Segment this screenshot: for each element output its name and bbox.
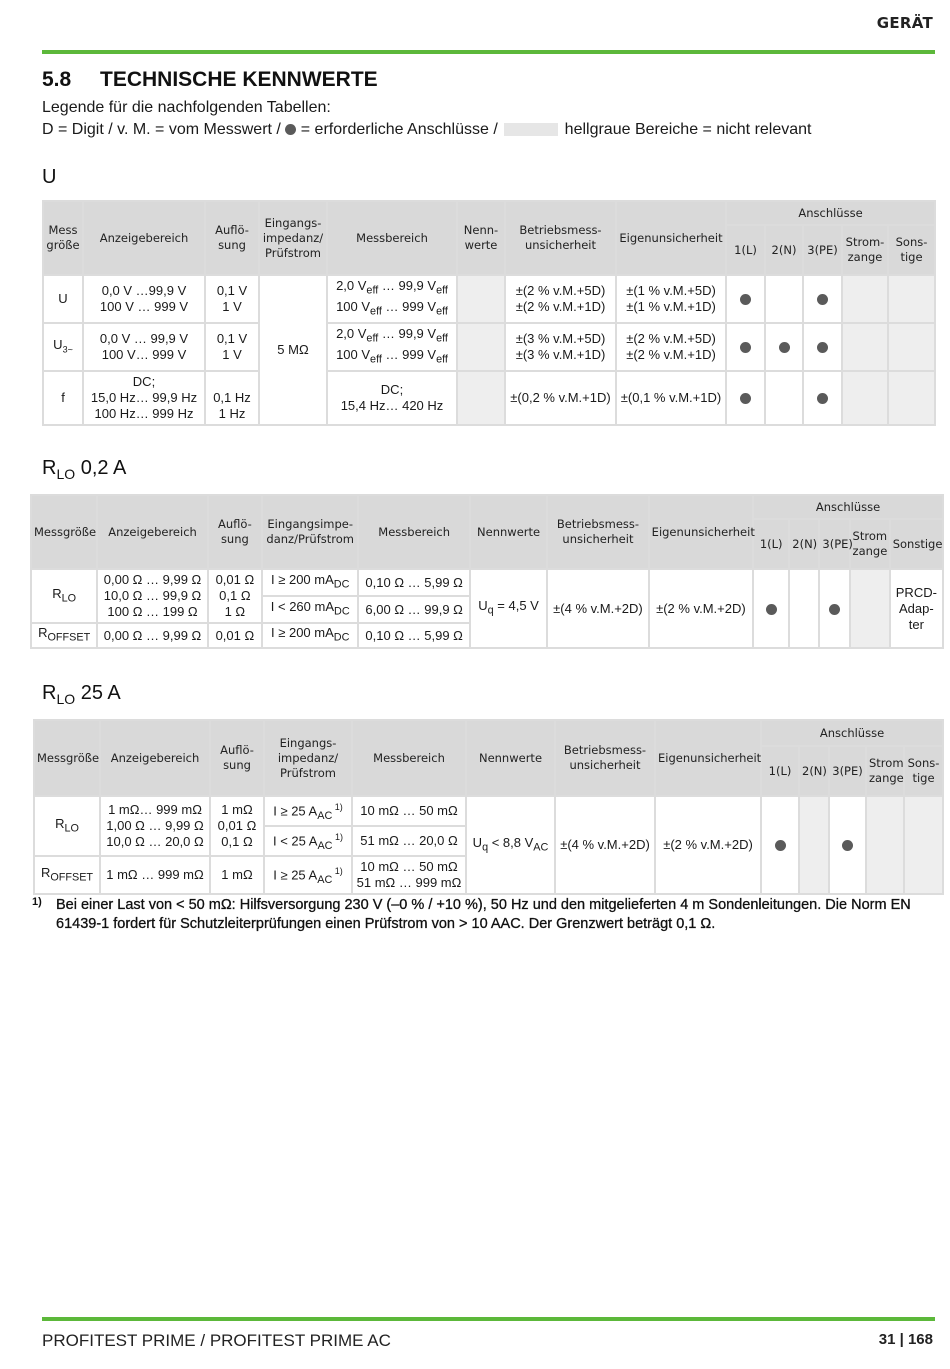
col-nennwerte: Nennwerte [470, 495, 547, 569]
cell-text: U [478, 598, 488, 614]
col-aufloesung: Auflö- sung [210, 720, 264, 796]
cell-line: ±(1 % v.M.+5D) [626, 283, 716, 298]
cell-text: I ≥ 25 A [273, 866, 318, 882]
cell-sub: OFFSET [50, 871, 94, 884]
cell-line: 0,1 Hz [213, 390, 251, 405]
section-title [42, 68, 378, 92]
row-name [34, 796, 100, 856]
table-row [43, 371, 935, 425]
footnote-ref: 1) [332, 831, 343, 842]
title-sub: LO [56, 466, 76, 482]
cell-sub: DC [333, 631, 350, 644]
cell-line: 0,01 Ω [215, 572, 255, 587]
col-l2: 2(N) [765, 225, 803, 275]
cell-sub: eff [366, 333, 379, 345]
legend-connection-text: = erforderliche Anschlüsse / [300, 121, 498, 138]
cell-line: ±(1 % v.M.+1D) [626, 299, 716, 314]
row-eigen: ±(2 % v.M.+2D) [649, 569, 753, 648]
cell-line: DC; [132, 374, 156, 389]
conn-sonstige [904, 796, 943, 894]
row-name: f [43, 371, 83, 425]
col-anzeigebereich: Anzeigebereich [97, 495, 207, 569]
table-row [34, 796, 943, 826]
title-text: 25 A [75, 682, 121, 704]
col-betrieb: Betriebsmess- unsicherheit [505, 201, 616, 275]
row-betrieb [505, 323, 616, 371]
cell-line: 15,4 Hz… 420 Hz [340, 398, 444, 413]
legend-line-1: Legende für die nachfolgenden Tabellen: [42, 99, 331, 116]
cell-line: 1 V [222, 347, 242, 362]
conn-l3 [829, 796, 866, 894]
cell-line [330, 299, 454, 320]
row-eigen [616, 275, 726, 323]
cell-line: 10 mΩ … 50 mΩ [360, 859, 458, 874]
legend-grey-text: hellgraue Bereiche = nicht relevant [564, 121, 812, 138]
col-nennwerte: Nennwerte [466, 720, 555, 796]
row-messbereich [327, 275, 457, 323]
cell-text: R [40, 864, 51, 880]
cell-line: ±(2 % v.M.+5D) [626, 331, 716, 346]
conn-l1 [726, 371, 765, 425]
connection-dot-icon [779, 342, 790, 353]
cell-text: 2,0 V [336, 326, 367, 342]
row-impedanz [264, 796, 352, 826]
table-rlo02-title [42, 457, 126, 482]
row-impedanz [264, 856, 352, 894]
cell-line: 51 mΩ … 999 mΩ [356, 875, 462, 890]
section-number: 5.8 [42, 68, 72, 91]
table-row [31, 569, 943, 596]
cell-sub: DC [333, 578, 350, 591]
cell-line: 100 V… 999 V [101, 347, 187, 362]
conn-l1 [726, 275, 765, 323]
col-betrieb: Betriebsmess- unsicherheit [547, 495, 648, 569]
conn-zange [850, 569, 890, 648]
cell-text: = 4,5 V [493, 598, 539, 614]
cell-text: U [472, 834, 483, 850]
row-messbereich [352, 856, 466, 894]
conn-l1 [726, 323, 765, 371]
conn-l1 [761, 796, 799, 894]
row-eigen [616, 323, 726, 371]
cell-line: 0,01 Ω [217, 818, 257, 833]
table-row [43, 275, 935, 323]
col-messbereich: Messbereich [358, 495, 469, 569]
cell-line [330, 278, 454, 299]
title-text: R [42, 682, 57, 704]
col-zange: Strom zange [866, 746, 904, 796]
cell-line: 0,0 V …99,9 V [101, 283, 187, 298]
cell-sub: eff [436, 353, 448, 366]
row-aufloesung [210, 796, 264, 856]
col-anschluesse: Anschlüsse [761, 720, 943, 746]
row-anzeige [83, 371, 205, 425]
cell-text: I ≥ 25 A [273, 802, 318, 818]
grey-swatch [504, 123, 558, 136]
col-sonstige: Sons- tige [904, 746, 943, 796]
connection-dot-icon [740, 294, 751, 305]
cell-line: 0,1 V [216, 331, 248, 346]
col-betrieb: Betriebsmess- unsicherheit [555, 720, 655, 796]
row-anzeige [83, 323, 205, 371]
cell-line: 0,0 V … 99,9 V [99, 331, 189, 346]
cell-text: U [53, 336, 63, 352]
row-messbereich: 10 mΩ … 50 mΩ [352, 796, 466, 826]
conn-l3 [819, 569, 849, 648]
conn-l3 [803, 275, 842, 323]
impedance-cell: 5 MΩ [259, 275, 327, 425]
col-sonstige: Sonstige [890, 519, 943, 569]
table-rlo25-title [42, 682, 121, 707]
cell-sub: OFFSET [47, 631, 91, 644]
cell-line [330, 326, 454, 347]
conn-zange [842, 275, 888, 323]
footnote-mark: 1) [32, 896, 42, 908]
cell-text: I ≥ 200 mA [271, 625, 334, 641]
cell-sub: eff [436, 285, 448, 297]
cell-line: 1 Hz [218, 406, 246, 421]
row-name [34, 856, 100, 894]
row-anzeige: 0,00 Ω … 9,99 Ω [97, 623, 207, 648]
row-aufloesung [208, 569, 262, 623]
cell-text: I ≥ 200 mA [271, 572, 334, 588]
cell-line: ±(2 % v.M.+1D) [515, 299, 606, 314]
cell-line: 100 Hz… 999 Hz [94, 406, 194, 421]
row-eigen: ±(2 % v.M.+2D) [655, 796, 761, 894]
connection-dot-icon [285, 124, 296, 135]
conn-zange [866, 796, 904, 894]
cell-line: 10,0 Ω … 99,9 Ω [103, 588, 202, 603]
conn-l3 [803, 323, 842, 371]
cell-line: ±(3 % v.M.+1D) [515, 347, 606, 362]
cell-line: 1 Ω [224, 604, 246, 619]
conn-l2 [765, 371, 803, 425]
col-impedanz: Eingangs- impedanz/ Prüfstrom [259, 201, 327, 275]
col-anzeigebereich: Anzeigebereich [100, 720, 210, 796]
footnote-ref: 1) [332, 865, 343, 876]
row-name: U [43, 275, 83, 323]
row-messbereich: 0,10 Ω … 5,99 Ω [358, 623, 469, 648]
section-name: TECHNISCHE KENNWERTE [100, 68, 378, 91]
cell-line: 1,00 Ω … 9,99 Ω [106, 818, 204, 833]
row-anzeige [100, 796, 210, 856]
row-nenn [470, 569, 547, 648]
cell-line: DC; [380, 382, 404, 397]
cell-text: 100 V [336, 347, 371, 362]
conn-l2 [799, 796, 829, 894]
legend-digit-text: D = Digit / v. M. = vom Messwert / [42, 121, 281, 138]
cell-text: I < 260 mA [270, 599, 334, 615]
row-aufloesung: 0,01 Ω [208, 623, 262, 648]
row-aufloesung [205, 371, 259, 425]
cell-line: 10,0 Ω … 20,0 Ω [106, 834, 204, 849]
connection-dot-icon [817, 393, 828, 404]
title-text: R [42, 457, 57, 479]
cell-text: … 999 V [381, 299, 437, 314]
cell-sub: eff [436, 333, 448, 345]
col-l3: 3(PE) [819, 519, 849, 569]
cell-text: R [38, 625, 48, 641]
col-sonstige: Sons- tige [888, 225, 935, 275]
row-messbereich [327, 323, 457, 371]
cell-sub: LO [61, 592, 77, 605]
cell-sub: 3~ [62, 344, 73, 355]
cell-text: R [52, 585, 62, 601]
row-name [43, 323, 83, 371]
footnote [32, 896, 912, 934]
cell-sub: AC [533, 841, 549, 854]
row-nenn [466, 796, 555, 894]
cell-sub: q [482, 841, 489, 854]
cell-line: 1 mΩ [221, 802, 253, 817]
table-u [42, 200, 936, 426]
conn-sonstige [888, 323, 935, 371]
cell-sub: LO [64, 822, 79, 835]
col-zange: Strom zange [850, 519, 890, 569]
cell-line: 0,1 Ω [219, 588, 251, 603]
cell-text: R [55, 815, 65, 831]
col-l3: 3(PE) [803, 225, 842, 275]
conn-zange [842, 323, 888, 371]
cell-text: 2,0 V [336, 278, 367, 294]
col-eigen: Eigenunsicherheit [616, 201, 726, 275]
conn-l2 [789, 569, 819, 648]
row-betrieb: ±(4 % v.M.+2D) [547, 569, 648, 648]
row-aufloesung [205, 323, 259, 371]
col-eigen: Eigenunsicherheit [655, 720, 761, 796]
cell-text: 100 V [336, 299, 371, 314]
col-aufloesung: Auflö- sung [205, 201, 259, 275]
cell-sub: q [487, 604, 494, 617]
row-nenn [457, 275, 505, 323]
cell-spacer [208, 374, 256, 390]
cell-line: 0,1 Ω [221, 834, 253, 849]
cell-text: < 8,8 V [488, 834, 534, 850]
row-impedanz [262, 569, 358, 596]
col-l1: 1(L) [726, 225, 765, 275]
cell-sub: AC [317, 839, 333, 852]
cell-sub: eff [370, 353, 382, 366]
col-l3: 3(PE) [829, 746, 866, 796]
header-rule [42, 50, 935, 54]
conn-l2 [765, 275, 803, 323]
connection-dot-icon [817, 294, 828, 305]
col-messgroesse: Messgröße [34, 720, 100, 796]
cell-line: 100 V … 999 V [99, 299, 189, 314]
cell-sub: eff [370, 305, 382, 318]
row-nenn [457, 323, 505, 371]
col-l2: 2(N) [799, 746, 829, 796]
col-zange: Strom- zange [842, 225, 888, 275]
row-betrieb: ±(0,2 % v.M.+1D) [505, 371, 616, 425]
cell-sub: AC [317, 809, 333, 822]
cell-line: ±(2 % v.M.+1D) [626, 347, 716, 362]
footer-page: 31 | 168 [878, 1331, 933, 1348]
cell-line: ±(3 % v.M.+5D) [515, 331, 606, 346]
table-rlo25 [33, 719, 944, 895]
connection-dot-icon [775, 840, 786, 851]
col-nennwerte: Nenn- werte [457, 201, 505, 275]
col-impedanz: Eingangs- impedanz/ Prüfstrom [264, 720, 352, 796]
conn-zange [842, 371, 888, 425]
row-anzeige: 1 mΩ … 999 mΩ [100, 856, 210, 894]
col-anzeigebereich: Anzeigebereich [83, 201, 205, 275]
col-messbereich: Messbereich [352, 720, 466, 796]
row-messbereich: 51 mΩ … 20,0 Ω [352, 826, 466, 856]
conn-sonstige: PRCD- Adap- ter [890, 569, 943, 648]
cell-line: 0,1 V [216, 283, 248, 298]
legend-line-2 [42, 121, 812, 139]
cell-line: 1 V [222, 299, 242, 314]
row-aufloesung [205, 275, 259, 323]
footer-rule [42, 1317, 935, 1321]
row-betrieb: ±(4 % v.M.+2D) [555, 796, 655, 894]
row-anzeige [83, 275, 205, 323]
row-impedanz [262, 596, 358, 623]
col-l2: 2(N) [789, 519, 819, 569]
cell-sub: DC [334, 605, 350, 618]
conn-sonstige [888, 275, 935, 323]
conn-l1 [753, 569, 789, 648]
cell-sub: eff [436, 305, 448, 318]
connection-dot-icon [842, 840, 853, 851]
row-betrieb [505, 275, 616, 323]
col-l1: 1(L) [761, 746, 799, 796]
footnote-ref: 1) [332, 801, 343, 812]
row-nenn [457, 371, 505, 425]
col-anschluesse: Anschlüsse [753, 495, 943, 519]
row-messbereich: 0,10 Ω … 5,99 Ω [358, 569, 469, 596]
row-impedanz [262, 623, 358, 648]
col-impedanz: Eingangsimpe- danz/Prüfstrom [262, 495, 358, 569]
cell-line: 15,0 Hz… 99,9 Hz [90, 390, 198, 405]
cell-text: … 99,9 V [378, 326, 437, 342]
col-anschluesse: Anschlüsse [726, 201, 935, 225]
cell-line: 1 mΩ… 999 mΩ [108, 802, 202, 817]
row-messbereich [327, 371, 457, 425]
cell-line: 100 Ω … 199 Ω [107, 604, 198, 619]
row-name [31, 623, 97, 648]
connection-dot-icon [829, 604, 840, 615]
row-anzeige [97, 569, 207, 623]
row-impedanz [264, 826, 352, 856]
title-sub: LO [56, 691, 76, 707]
col-messbereich: Messbereich [327, 201, 457, 275]
conn-sonstige [888, 371, 935, 425]
row-messbereich: 6,00 Ω … 99,9 Ω [358, 596, 469, 623]
cell-sub: AC [317, 873, 333, 886]
cell-line [330, 347, 454, 368]
cell-line: ±(2 % v.M.+5D) [515, 283, 606, 298]
title-text: 0,2 A [75, 457, 127, 479]
col-l1: 1(L) [753, 519, 789, 569]
footnote-text: Bei einer Last von < 50 mΩ: Hilfsversorgung 230 V (–0 % / +10 %), 50 Hz und den mitgelieferten 4 m Sondenleitungen. Die Norm EN 61439-1 fordert für Schutzleiterprüfungen einen Prüfstrom von > 10 AAC. Der Grenzwert beträgt 0,1 Ω. [56, 897, 911, 932]
connection-dot-icon [766, 604, 777, 615]
table-rlo02 [30, 494, 944, 649]
col-eigen: Eigenunsicherheit [649, 495, 753, 569]
conn-l3 [803, 371, 842, 425]
connection-dot-icon [740, 342, 751, 353]
col-messgroesse: Messgröße [31, 495, 97, 569]
cell-text: I < 25 A [272, 832, 318, 848]
row-eigen: ±(0,1 % v.M.+1D) [616, 371, 726, 425]
header-title: GERÄT [876, 14, 933, 32]
footer-product: PROFITEST PRIME / PROFITEST PRIME AC [42, 1331, 391, 1350]
col-aufloesung: Auflö- sung [208, 495, 262, 569]
row-name [31, 569, 97, 623]
connection-dot-icon [817, 342, 828, 353]
col-messgroesse: Mess größe [43, 201, 83, 275]
cell-text: … 99,9 V [378, 278, 437, 294]
row-aufloesung: 1 mΩ [210, 856, 264, 894]
cell-text: … 999 V [381, 347, 437, 362]
cell-sub: eff [366, 285, 379, 297]
cell-line: 0,00 Ω … 9,99 Ω [103, 572, 202, 587]
conn-l2 [765, 323, 803, 371]
table-row [43, 323, 935, 371]
table-u-title: U [42, 166, 57, 188]
connection-dot-icon [740, 393, 751, 404]
